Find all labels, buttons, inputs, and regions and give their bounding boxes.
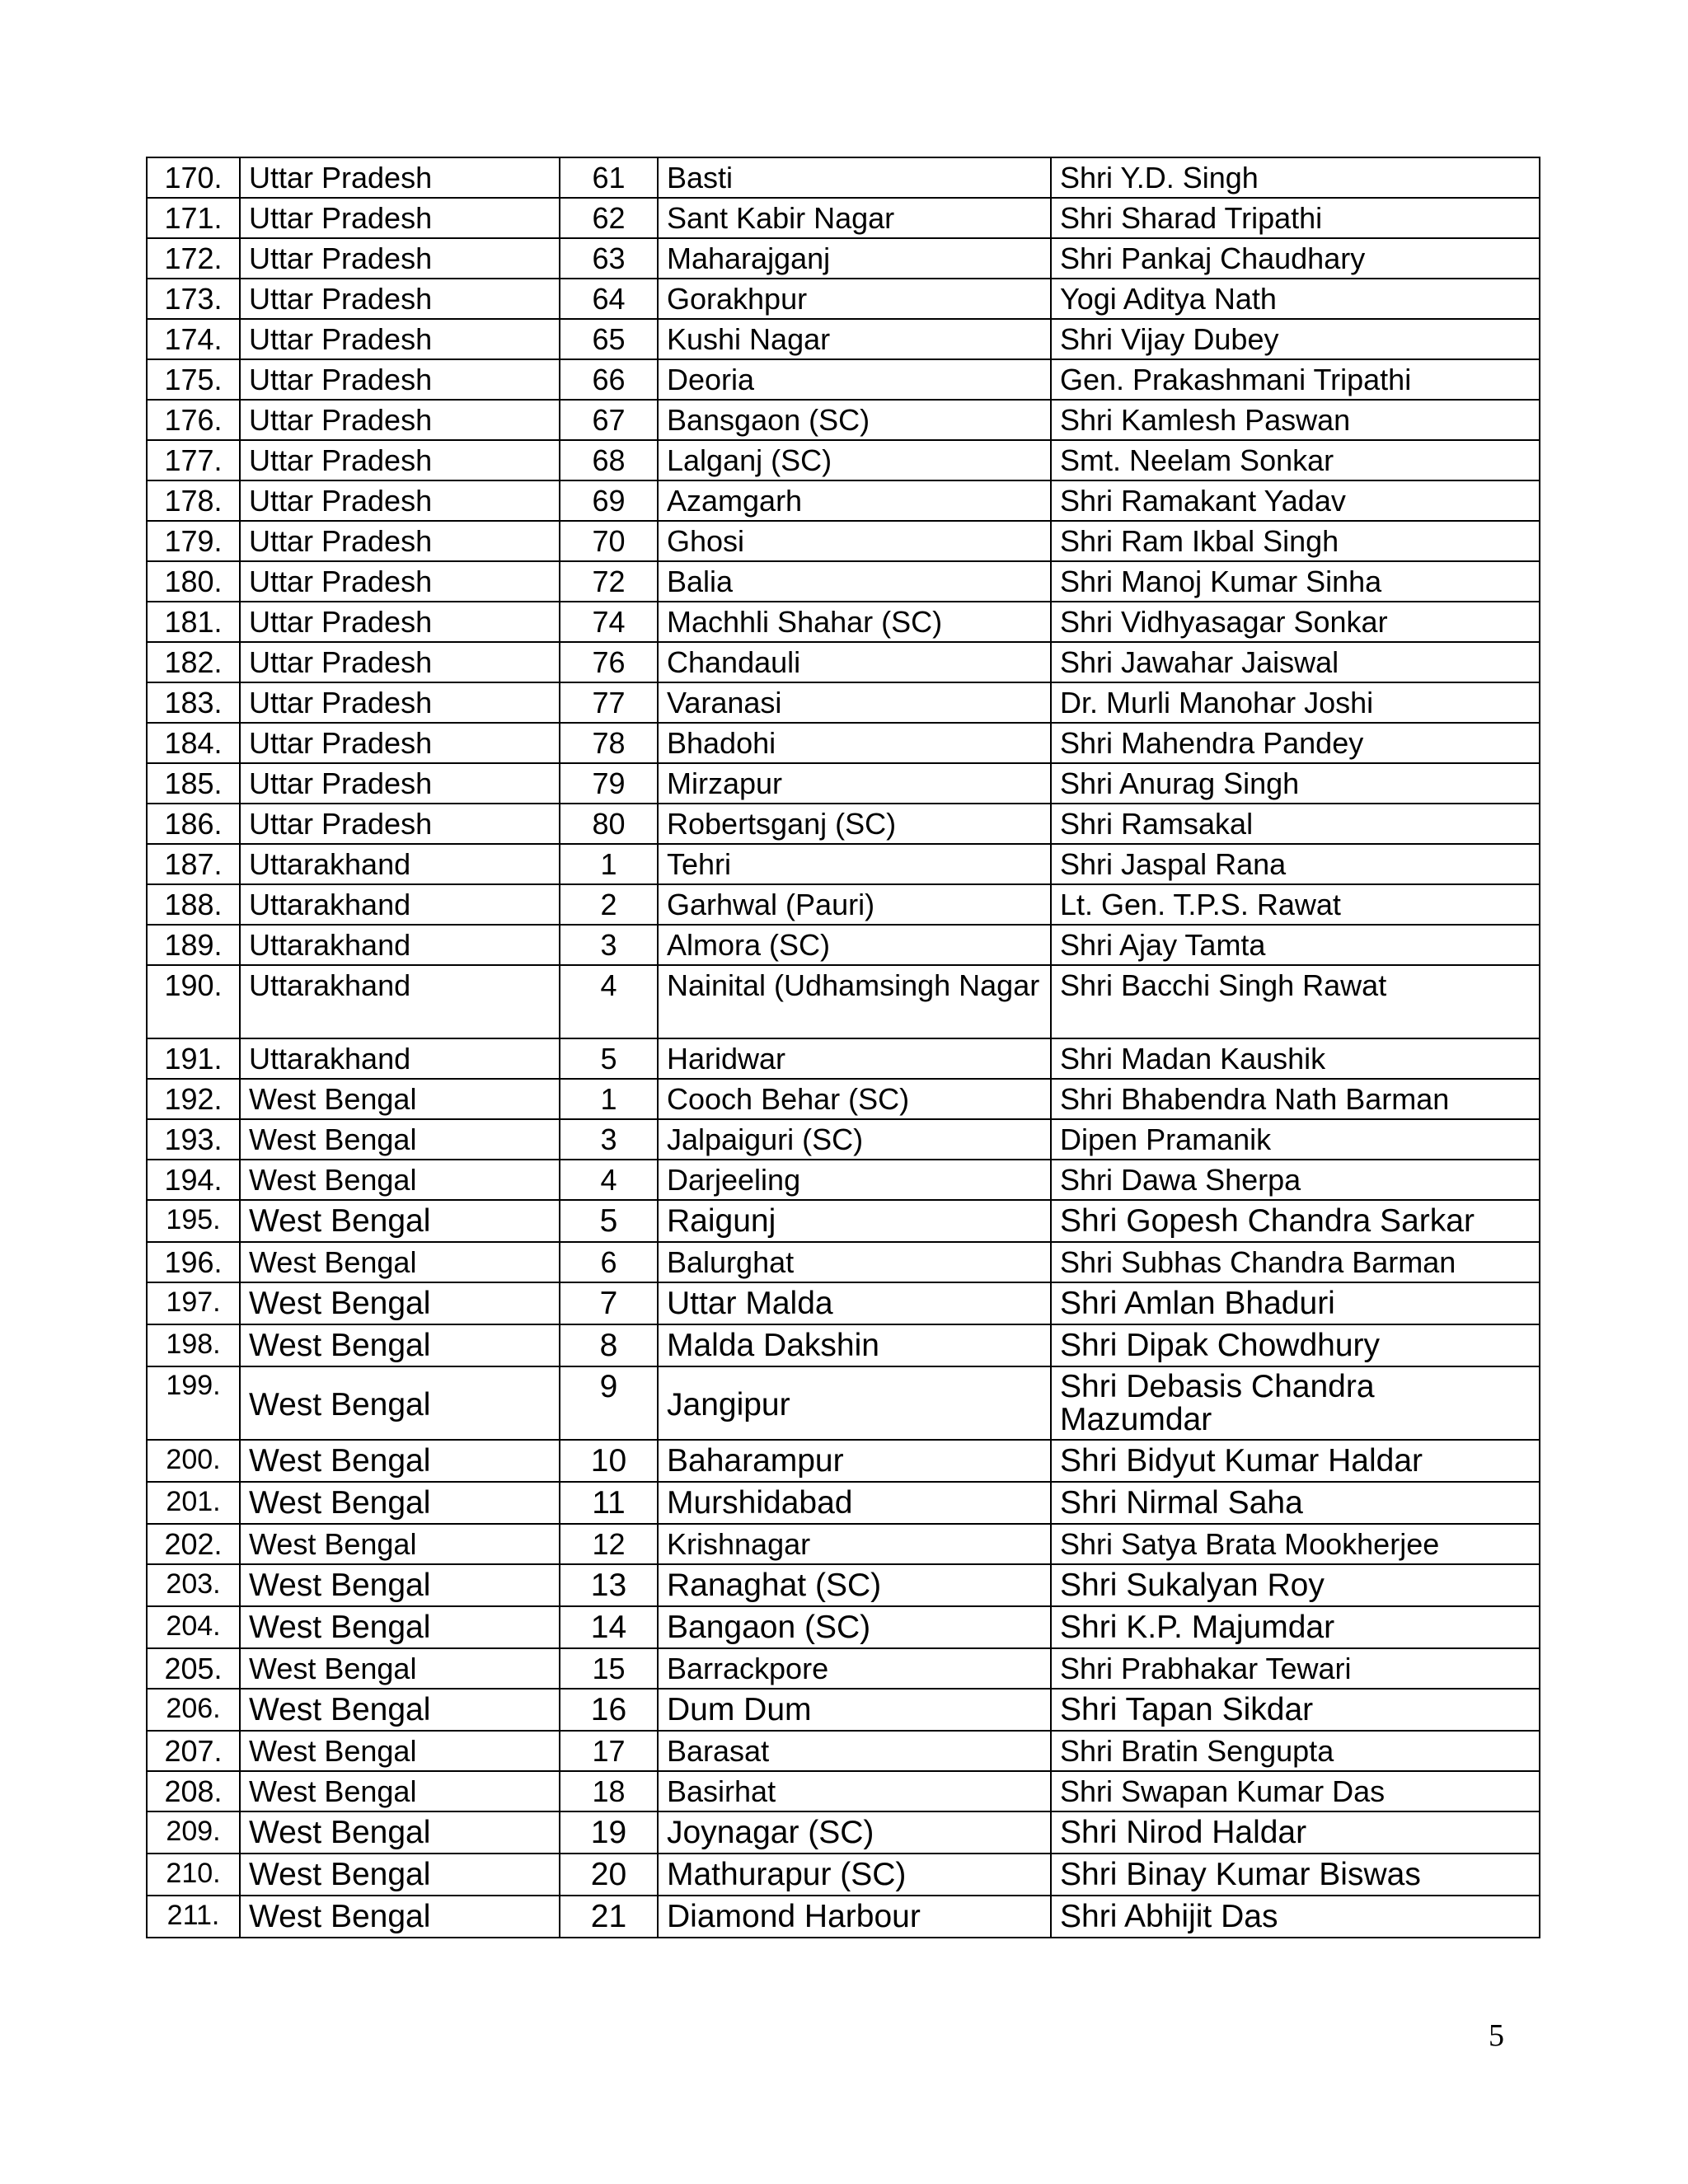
candidate-name-cell: Shri Anurag Singh: [1051, 763, 1540, 804]
constituency-number-cell: 66: [560, 359, 658, 400]
state-cell: West Bengal: [240, 1771, 560, 1811]
candidate-name-cell: Shri Vidhyasagar Sonkar: [1051, 602, 1540, 642]
state-cell: Uttar Pradesh: [240, 198, 560, 238]
constituency-name-cell: Deoria: [658, 359, 1051, 400]
state-cell: West Bengal: [240, 1366, 560, 1440]
serial-number-cell: 183.: [147, 682, 240, 723]
serial-number-cell: 184.: [147, 723, 240, 763]
candidate-name-cell: Shri Sharad Tripathi: [1051, 198, 1540, 238]
state-cell: West Bengal: [240, 1648, 560, 1689]
candidate-name-cell: Shri Bratin Sengupta: [1051, 1731, 1540, 1771]
state-cell: West Bengal: [240, 1242, 560, 1282]
constituency-number-cell: 16: [560, 1689, 658, 1731]
table-row: [147, 965, 1540, 1038]
constituency-number-cell: 61: [560, 157, 658, 198]
candidate-name-cell: Shri Bhabendra Nath Barman: [1051, 1079, 1540, 1119]
serial-number-cell: 180.: [147, 561, 240, 602]
constituency-name-cell: Sant Kabir Nagar: [658, 198, 1051, 238]
state-cell: Uttar Pradesh: [240, 602, 560, 642]
candidate-name-cell: Shri Ram Ikbal Singh: [1051, 521, 1540, 561]
serial-number-cell: 187.: [147, 844, 240, 884]
constituency-name-cell: Cooch Behar (SC): [658, 1079, 1051, 1119]
constituency-name-cell: Darjeeling: [658, 1160, 1051, 1200]
state-cell: West Bengal: [240, 1896, 560, 1938]
table-row: [147, 198, 1540, 238]
serial-number-cell: 173.: [147, 279, 240, 319]
constituency-number-cell: 17: [560, 1731, 658, 1771]
serial-number-cell: 177.: [147, 440, 240, 480]
state-cell: Uttar Pradesh: [240, 400, 560, 440]
table-row: [147, 884, 1540, 925]
serial-number-cell: 198.: [147, 1324, 240, 1366]
table-row: [147, 1482, 1540, 1524]
serial-number-cell: 191.: [147, 1038, 240, 1079]
serial-number-cell: 185.: [147, 763, 240, 804]
table-row: [147, 1811, 1540, 1854]
constituency-number-cell: 21: [560, 1896, 658, 1938]
candidate-name-cell: Shri Sukalyan Roy: [1051, 1564, 1540, 1606]
state-cell: Uttar Pradesh: [240, 642, 560, 682]
candidate-name-cell: Shri Y.D. Singh: [1051, 157, 1540, 198]
table-row: [147, 238, 1540, 279]
serial-number-cell: 186.: [147, 804, 240, 844]
constituency-number-cell: 68: [560, 440, 658, 480]
constituency-number-cell: 4: [560, 965, 658, 1038]
table-row: [147, 561, 1540, 602]
serial-number-cell: 210.: [147, 1854, 240, 1896]
candidate-name-cell: Shri Abhijit Das: [1051, 1896, 1540, 1938]
state-cell: West Bengal: [240, 1482, 560, 1524]
table-row: [147, 1564, 1540, 1606]
constituency-name-cell: Lalganj (SC): [658, 440, 1051, 480]
candidate-name-cell: Shri Jawahar Jaiswal: [1051, 642, 1540, 682]
state-cell: Uttarakhand: [240, 925, 560, 965]
table-row: [147, 1282, 1540, 1324]
constituency-name-cell: Kushi Nagar: [658, 319, 1051, 359]
constituency-number-cell: 72: [560, 561, 658, 602]
constituency-name-cell: Raigunj: [658, 1200, 1051, 1242]
constituency-name-cell: Azamgarh: [658, 480, 1051, 521]
state-cell: West Bengal: [240, 1606, 560, 1648]
candidate-name-cell: Shri Pankaj Chaudhary: [1051, 238, 1540, 279]
serial-number-cell: 189.: [147, 925, 240, 965]
constituency-name-cell: Krishnagar: [658, 1524, 1051, 1564]
table-row: [147, 521, 1540, 561]
constituency-name-cell: Haridwar: [658, 1038, 1051, 1079]
state-cell: Uttarakhand: [240, 1038, 560, 1079]
state-cell: West Bengal: [240, 1324, 560, 1366]
table-row: [147, 157, 1540, 198]
table-row: [147, 602, 1540, 642]
serial-number-cell: 201.: [147, 1482, 240, 1524]
candidate-name-cell: Shri Dipak Chowdhury: [1051, 1324, 1540, 1366]
candidate-name-cell: Smt. Neelam Sonkar: [1051, 440, 1540, 480]
constituency-number-cell: 69: [560, 480, 658, 521]
table-row: [147, 1324, 1540, 1366]
candidate-name-cell: Shri Debasis Chandra Mazumdar: [1051, 1366, 1540, 1440]
constituency-number-cell: 18: [560, 1771, 658, 1811]
constituency-name-cell: Basirhat: [658, 1771, 1051, 1811]
page-number: 5: [1489, 2018, 1504, 2053]
serial-number-cell: 204.: [147, 1606, 240, 1648]
table-row: [147, 440, 1540, 480]
serial-number-cell: 171.: [147, 198, 240, 238]
constituency-name-cell: Bansgaon (SC): [658, 400, 1051, 440]
serial-number-cell: 181.: [147, 602, 240, 642]
table-row: [147, 804, 1540, 844]
state-cell: Uttar Pradesh: [240, 440, 560, 480]
constituency-number-cell: 4: [560, 1160, 658, 1200]
candidate-name-cell: Shri Ajay Tamta: [1051, 925, 1540, 965]
candidate-name-cell: Shri K.P. Majumdar: [1051, 1606, 1540, 1648]
constituency-name-cell: Chandauli: [658, 642, 1051, 682]
table-row: [147, 1242, 1540, 1282]
serial-number-cell: 211.: [147, 1896, 240, 1938]
constituency-name-cell: Varanasi: [658, 682, 1051, 723]
state-cell: West Bengal: [240, 1564, 560, 1606]
serial-number-cell: 197.: [147, 1282, 240, 1324]
constituency-name-cell: Basti: [658, 157, 1051, 198]
candidate-list-table: [146, 157, 1540, 1938]
constituency-number-cell: 3: [560, 1119, 658, 1160]
table-row: [147, 1524, 1540, 1564]
table-row: [147, 480, 1540, 521]
serial-number-cell: 179.: [147, 521, 240, 561]
constituency-number-cell: 6: [560, 1242, 658, 1282]
state-cell: Uttar Pradesh: [240, 682, 560, 723]
candidate-name-cell: Dr. Murli Manohar Joshi: [1051, 682, 1540, 723]
table-row: [147, 1731, 1540, 1771]
constituency-name-cell: Dum Dum: [658, 1689, 1051, 1731]
constituency-name-cell: Almora (SC): [658, 925, 1051, 965]
table-row: [147, 1771, 1540, 1811]
serial-number-cell: 172.: [147, 238, 240, 279]
constituency-name-cell: Balia: [658, 561, 1051, 602]
constituency-number-cell: 63: [560, 238, 658, 279]
candidate-name-cell: Shri Tapan Sikdar: [1051, 1689, 1540, 1731]
constituency-number-cell: 3: [560, 925, 658, 965]
table-row: [147, 1200, 1540, 1242]
state-cell: Uttar Pradesh: [240, 723, 560, 763]
constituency-name-cell: Jangipur: [658, 1366, 1051, 1440]
serial-number-cell: 182.: [147, 642, 240, 682]
serial-number-cell: 202.: [147, 1524, 240, 1564]
candidate-name-cell: Shri Ramakant Yadav: [1051, 480, 1540, 521]
serial-number-cell: 200.: [147, 1440, 240, 1482]
constituency-name-cell: Mirzapur: [658, 763, 1051, 804]
state-cell: Uttar Pradesh: [240, 157, 560, 198]
candidate-name-cell: Shri Bidyut Kumar Haldar: [1051, 1440, 1540, 1482]
state-cell: Uttarakhand: [240, 844, 560, 884]
candidate-name-cell: Shri Mahendra Pandey: [1051, 723, 1540, 763]
serial-number-cell: 196.: [147, 1242, 240, 1282]
constituency-name-cell: Balurghat: [658, 1242, 1051, 1282]
constituency-number-cell: 9: [560, 1366, 658, 1440]
state-cell: West Bengal: [240, 1282, 560, 1324]
constituency-number-cell: 11: [560, 1482, 658, 1524]
serial-number-cell: 205.: [147, 1648, 240, 1689]
constituency-number-cell: 14: [560, 1606, 658, 1648]
constituency-name-cell: Ranaghat (SC): [658, 1564, 1051, 1606]
table-row: [147, 1648, 1540, 1689]
candidate-list-body: [147, 157, 1540, 1938]
table-row: [147, 359, 1540, 400]
constituency-number-cell: 70: [560, 521, 658, 561]
table-row: [147, 1079, 1540, 1119]
table-row: [147, 1366, 1540, 1440]
state-cell: Uttar Pradesh: [240, 763, 560, 804]
constituency-number-cell: 67: [560, 400, 658, 440]
constituency-number-cell: 5: [560, 1038, 658, 1079]
state-cell: West Bengal: [240, 1440, 560, 1482]
state-cell: West Bengal: [240, 1689, 560, 1731]
state-cell: Uttar Pradesh: [240, 279, 560, 319]
serial-number-cell: 192.: [147, 1079, 240, 1119]
constituency-name-cell: Bangaon (SC): [658, 1606, 1051, 1648]
candidate-name-cell: Shri Bacchi Singh Rawat: [1051, 965, 1540, 1038]
table-row: [147, 1689, 1540, 1731]
constituency-number-cell: 7: [560, 1282, 658, 1324]
serial-number-cell: 175.: [147, 359, 240, 400]
constituency-number-cell: 12: [560, 1524, 658, 1564]
constituency-number-cell: 79: [560, 763, 658, 804]
candidate-name-cell: Shri Ramsakal: [1051, 804, 1540, 844]
candidate-name-cell: Shri Manoj Kumar Sinha: [1051, 561, 1540, 602]
constituency-number-cell: 8: [560, 1324, 658, 1366]
table-row: [147, 844, 1540, 884]
constituency-number-cell: 20: [560, 1854, 658, 1896]
constituency-number-cell: 74: [560, 602, 658, 642]
serial-number-cell: 170.: [147, 157, 240, 198]
constituency-name-cell: Ghosi: [658, 521, 1051, 561]
constituency-name-cell: Joynagar (SC): [658, 1811, 1051, 1854]
candidate-name-cell: Shri Nirod Haldar: [1051, 1811, 1540, 1854]
constituency-number-cell: 65: [560, 319, 658, 359]
table-row: [147, 319, 1540, 359]
serial-number-cell: 193.: [147, 1119, 240, 1160]
table-row: [147, 1440, 1540, 1482]
state-cell: West Bengal: [240, 1731, 560, 1771]
candidate-name-cell: Shri Satya Brata Mookherjee: [1051, 1524, 1540, 1564]
constituency-number-cell: 19: [560, 1811, 658, 1854]
state-cell: Uttar Pradesh: [240, 319, 560, 359]
constituency-name-cell: Mathurapur (SC): [658, 1854, 1051, 1896]
constituency-number-cell: 2: [560, 884, 658, 925]
constituency-name-cell: Murshidabad: [658, 1482, 1051, 1524]
candidate-name-cell: Shri Nirmal Saha: [1051, 1482, 1540, 1524]
state-cell: Uttar Pradesh: [240, 804, 560, 844]
state-cell: West Bengal: [240, 1854, 560, 1896]
candidate-name-cell: Shri Madan Kaushik: [1051, 1038, 1540, 1079]
candidate-name-cell: Dipen Pramanik: [1051, 1119, 1540, 1160]
serial-number-cell: 174.: [147, 319, 240, 359]
constituency-number-cell: 10: [560, 1440, 658, 1482]
state-cell: Uttar Pradesh: [240, 561, 560, 602]
state-cell: Uttar Pradesh: [240, 480, 560, 521]
table-row: [147, 925, 1540, 965]
table-row: [147, 763, 1540, 804]
serial-number-cell: 207.: [147, 1731, 240, 1771]
state-cell: West Bengal: [240, 1079, 560, 1119]
table-row: [147, 400, 1540, 440]
table-row: [147, 1896, 1540, 1938]
constituency-name-cell: Garhwal (Pauri): [658, 884, 1051, 925]
serial-number-cell: 188.: [147, 884, 240, 925]
constituency-number-cell: 15: [560, 1648, 658, 1689]
constituency-number-cell: 77: [560, 682, 658, 723]
constituency-name-cell: Uttar Malda: [658, 1282, 1051, 1324]
candidate-name-cell: Shri Amlan Bhaduri: [1051, 1282, 1540, 1324]
table-row: [147, 723, 1540, 763]
table-row: [147, 1038, 1540, 1079]
constituency-number-cell: 78: [560, 723, 658, 763]
table-row: [147, 279, 1540, 319]
candidate-name-cell: Shri Kamlesh Paswan: [1051, 400, 1540, 440]
table-row: [147, 1160, 1540, 1200]
constituency-number-cell: 1: [560, 844, 658, 884]
constituency-name-cell: Gorakhpur: [658, 279, 1051, 319]
candidate-name-cell: Shri Gopesh Chandra Sarkar: [1051, 1200, 1540, 1242]
candidate-name-cell: Yogi Aditya Nath: [1051, 279, 1540, 319]
constituency-name-cell: Baharampur: [658, 1440, 1051, 1482]
serial-number-cell: 208.: [147, 1771, 240, 1811]
constituency-name-cell: Barasat: [658, 1731, 1051, 1771]
constituency-number-cell: 80: [560, 804, 658, 844]
table-row: [147, 682, 1540, 723]
serial-number-cell: 195.: [147, 1200, 240, 1242]
constituency-name-cell: Malda Dakshin: [658, 1324, 1051, 1366]
constituency-name-cell: Robertsganj (SC): [658, 804, 1051, 844]
state-cell: Uttarakhand: [240, 884, 560, 925]
candidate-name-cell: Shri Subhas Chandra Barman: [1051, 1242, 1540, 1282]
candidate-name-cell: Lt. Gen. T.P.S. Rawat: [1051, 884, 1540, 925]
serial-number-cell: 206.: [147, 1689, 240, 1731]
table-row: [147, 1854, 1540, 1896]
state-cell: West Bengal: [240, 1524, 560, 1564]
candidate-name-cell: Shri Swapan Kumar Das: [1051, 1771, 1540, 1811]
constituency-name-cell: Bhadohi: [658, 723, 1051, 763]
constituency-number-cell: 13: [560, 1564, 658, 1606]
table-row: [147, 1606, 1540, 1648]
constituency-name-cell: Jalpaiguri (SC): [658, 1119, 1051, 1160]
constituency-number-cell: 5: [560, 1200, 658, 1242]
state-cell: West Bengal: [240, 1119, 560, 1160]
constituency-name-cell: Nainital (Udhamsingh Nagar: [658, 965, 1051, 1038]
state-cell: Uttar Pradesh: [240, 521, 560, 561]
serial-number-cell: 199.: [147, 1366, 240, 1440]
serial-number-cell: 194.: [147, 1160, 240, 1200]
serial-number-cell: 203.: [147, 1564, 240, 1606]
state-cell: Uttarakhand: [240, 965, 560, 1038]
constituency-number-cell: 1: [560, 1079, 658, 1119]
table-row: [147, 1119, 1540, 1160]
constituency-name-cell: Machhli Shahar (SC): [658, 602, 1051, 642]
candidate-name-cell: Shri Vijay Dubey: [1051, 319, 1540, 359]
constituency-name-cell: Diamond Harbour: [658, 1896, 1051, 1938]
state-cell: West Bengal: [240, 1200, 560, 1242]
candidate-name-cell: Shri Prabhakar Tewari: [1051, 1648, 1540, 1689]
constituency-name-cell: Tehri: [658, 844, 1051, 884]
state-cell: Uttar Pradesh: [240, 238, 560, 279]
constituency-number-cell: 76: [560, 642, 658, 682]
state-cell: West Bengal: [240, 1160, 560, 1200]
constituency-number-cell: 64: [560, 279, 658, 319]
state-cell: West Bengal: [240, 1811, 560, 1854]
candidate-name-cell: Gen. Prakashmani Tripathi: [1051, 359, 1540, 400]
candidate-name-cell: Shri Dawa Sherpa: [1051, 1160, 1540, 1200]
constituency-name-cell: Barrackpore: [658, 1648, 1051, 1689]
constituency-number-cell: 62: [560, 198, 658, 238]
serial-number-cell: 178.: [147, 480, 240, 521]
serial-number-cell: 209.: [147, 1811, 240, 1854]
candidate-name-cell: Shri Jaspal Rana: [1051, 844, 1540, 884]
serial-number-cell: 190.: [147, 965, 240, 1038]
serial-number-cell: 176.: [147, 400, 240, 440]
constituency-name-cell: Maharajganj: [658, 238, 1051, 279]
table-row: [147, 642, 1540, 682]
state-cell: Uttar Pradesh: [240, 359, 560, 400]
candidate-name-cell: Shri Binay Kumar Biswas: [1051, 1854, 1540, 1896]
